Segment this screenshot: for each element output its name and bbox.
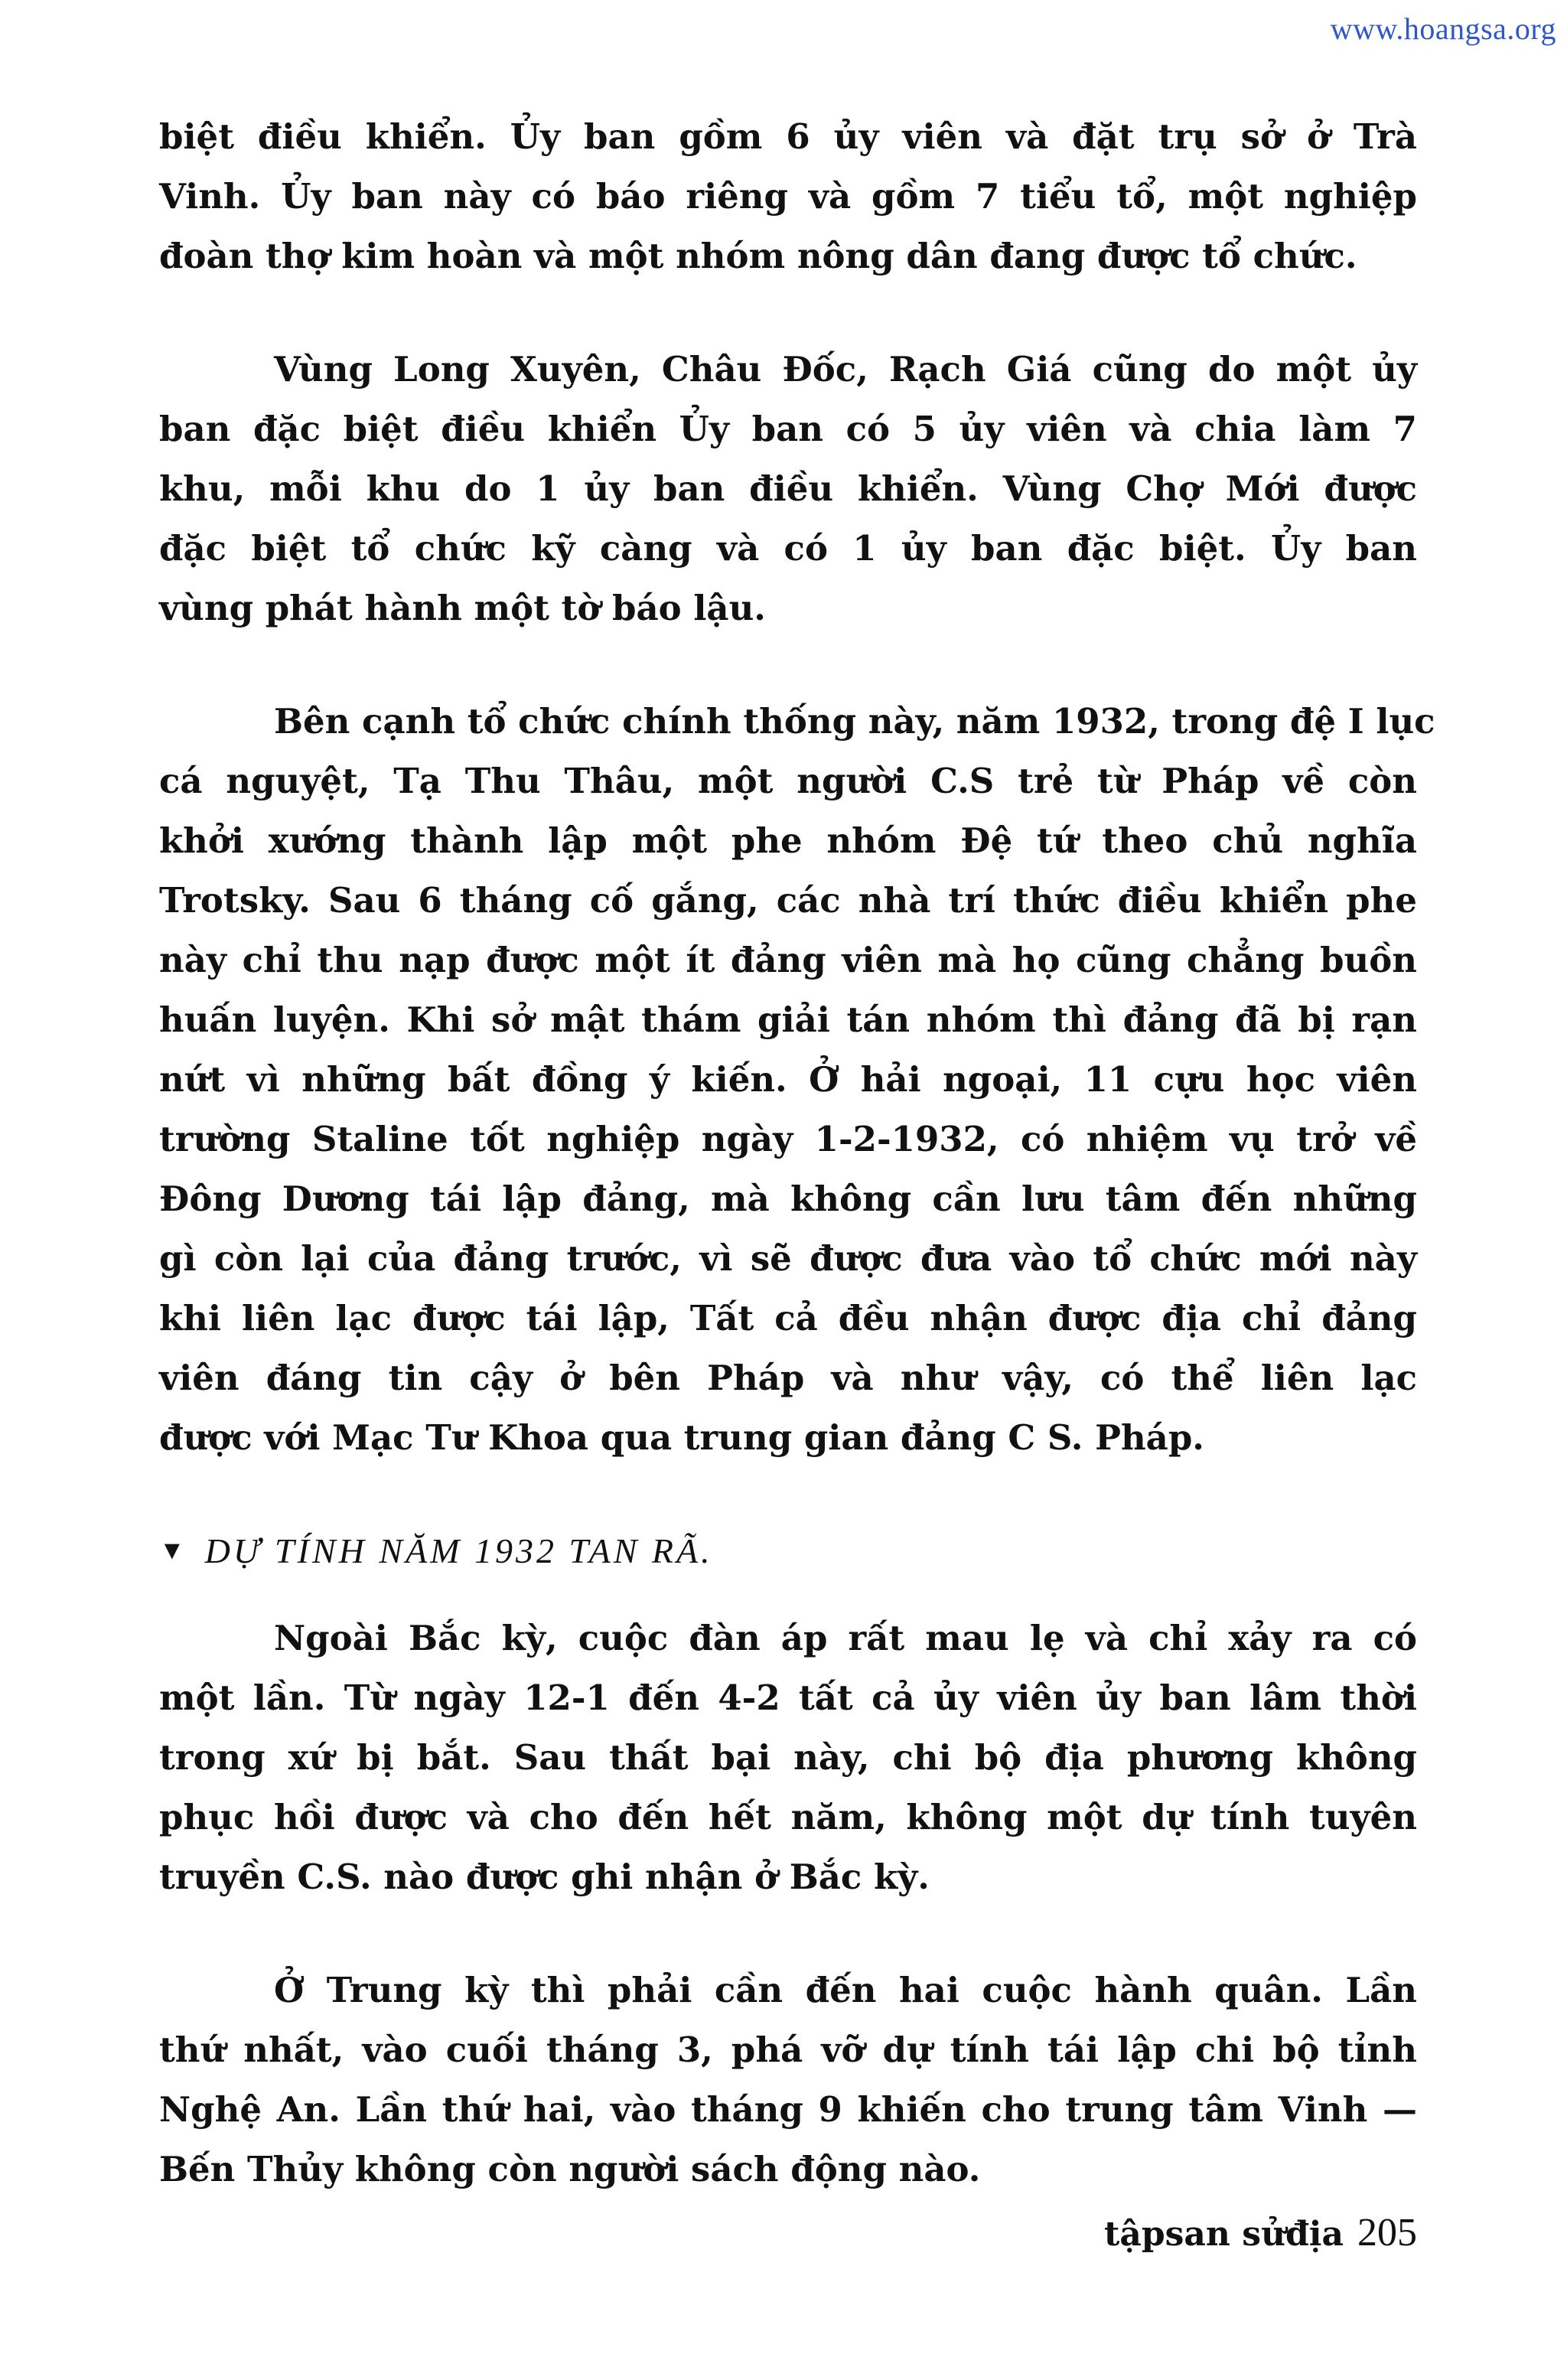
paragraph bbox=[159, 340, 1417, 638]
text-line: ban đặc biệt điều khiển Ủy ban có 5 ủy viên và chia làm 7 bbox=[159, 409, 1417, 449]
text-line: được với Mạc Tư Khoa qua trung gian đảng C S. Pháp. bbox=[159, 1417, 1204, 1458]
paragraph-gap bbox=[159, 638, 1417, 692]
text-line: viên đáng tin cậy ở bên Pháp và như vậy, có thể liên lạc bbox=[159, 1358, 1417, 1398]
text-line: đặc biệt tổ chức kỹ càng và có 1 ủy ban đặc biệt. Ủy ban bbox=[159, 528, 1417, 569]
text-line: Bên cạnh tổ chức chính thống này, năm 1932, trong đệ I lục bbox=[274, 701, 1435, 742]
triangle-marker-icon: ▼ bbox=[159, 1537, 185, 1565]
text-line: này chỉ thu nạp được một ít đảng viên mà họ cũng chẳng buồn bbox=[159, 940, 1417, 980]
page-body bbox=[159, 107, 1435, 2199]
section-gap bbox=[159, 1468, 1417, 1521]
section-heading bbox=[159, 1521, 1417, 1581]
paragraphs-before-heading bbox=[159, 107, 1435, 1468]
text-line: đoàn thợ kim hoàn và một nhóm nông dân đang được tổ chức. bbox=[159, 236, 1357, 276]
text-line: huấn luyện. Khi sở mật thám giải tán nhóm thì đảng đã bị rạn bbox=[159, 999, 1417, 1040]
paragraph bbox=[159, 1609, 1417, 1907]
journal-name: tậpsan sửđịa bbox=[1104, 2215, 1344, 2254]
text-line: khu, mỗi khu do 1 ủy ban điều khiển. Vùng Chợ Mới được bbox=[159, 468, 1417, 509]
text-line: cá nguyệt, Tạ Thu Thâu, một người C.S trẻ từ Pháp về còn bbox=[159, 761, 1417, 801]
paragraphs-after-heading bbox=[159, 1609, 1417, 2199]
text-line: trong xứ bị bắt. Sau thất bại này, chi bộ địa phương không bbox=[159, 1737, 1417, 1778]
text-line: Ở Trung kỳ thì phải cần đến hai cuộc hành quân. Lần bbox=[274, 1970, 1417, 2010]
page-footer bbox=[1104, 2210, 1417, 2255]
text-line: Vùng Long Xuyên, Châu Đốc, Rạch Giá cũng do một ủy bbox=[274, 349, 1417, 390]
text-line: trường Staline tốt nghiệp ngày 1-2-1932, có nhiệm vụ trở về bbox=[159, 1119, 1417, 1159]
text-line: truyền C.S. nào được ghi nhận ở Bắc kỳ. bbox=[159, 1857, 930, 1897]
text-line: Vinh. Ủy ban này có báo riêng và gồm 7 tiểu tổ, một nghiệp bbox=[159, 176, 1417, 217]
text-line: Ngoài Bắc kỳ, cuộc đàn áp rất mau lẹ và chỉ xảy ra có bbox=[274, 1618, 1417, 1658]
watermark[interactable]: www.hoangsa.org bbox=[1330, 11, 1556, 46]
section-gap bbox=[159, 1581, 1417, 1609]
text-line: biệt điều khiển. Ủy ban gồm 6 ủy viên và đặt trụ sở ở Trà bbox=[159, 116, 1417, 157]
page-number: 205 bbox=[1357, 2211, 1417, 2254]
section-heading-text: DỰ TÍNH NĂM 1932 TAN RÃ. bbox=[204, 1531, 713, 1570]
text-line: vùng phát hành một tờ báo lậu. bbox=[159, 588, 766, 628]
text-line: gì còn lại của đảng trước, vì sẽ được đưa vào tổ chức mới này bbox=[159, 1238, 1417, 1279]
text-line: khi liên lạc được tái lập, Tất cả đều nhận được địa chỉ đảng bbox=[159, 1298, 1417, 1338]
text-line: một lần. Từ ngày 12-1 đến 4-2 tất cả ủy viên ủy ban lâm thời bbox=[159, 1677, 1417, 1718]
paragraph bbox=[159, 1961, 1417, 2199]
text-line: khởi xướng thành lập một phe nhóm Đệ tứ theo chủ nghĩa bbox=[159, 820, 1417, 861]
text-line: thứ nhất, vào cuối tháng 3, phá vỡ dự tính tái lập chi bộ tỉnh bbox=[159, 2030, 1417, 2070]
paragraph-gap bbox=[159, 1907, 1417, 1961]
text-line: Nghệ An. Lần thứ hai, vào tháng 9 khiến cho trung tâm Vinh — bbox=[159, 2089, 1417, 2130]
paragraph bbox=[159, 692, 1435, 1468]
paragraph-gap bbox=[159, 286, 1417, 340]
paragraph bbox=[159, 107, 1417, 286]
text-line: Bến Thủy không còn người sách động nào. bbox=[159, 2149, 981, 2189]
text-line: Đông Dương tái lập đảng, mà không cần lưu tâm đến những bbox=[159, 1179, 1417, 1219]
text-line: phục hồi được và cho đến hết năm, không một dự tính tuyên bbox=[159, 1797, 1417, 1837]
text-line: nứt vì những bất đồng ý kiến. Ở hải ngoại, 11 cựu học viên bbox=[159, 1059, 1417, 1100]
text-line: Trotsky. Sau 6 tháng cố gắng, các nhà trí thức điều khiển phe bbox=[159, 880, 1417, 921]
